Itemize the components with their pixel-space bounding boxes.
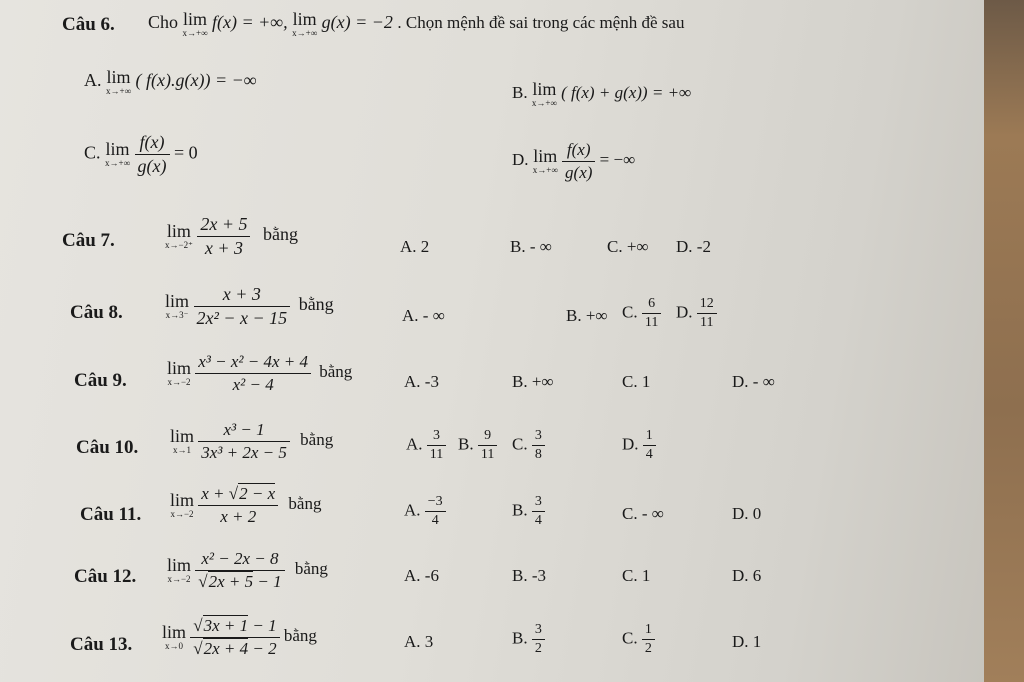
q6-cond2: g(x) = −2 [321,12,393,33]
q6-lim-f: lim x→+∞ [182,9,208,38]
q10-option-b: B. $\frac{9}{11}$ [458,428,497,463]
q9-option-a: A. -3 [404,372,439,391]
q13-option-a: A. 3 [404,632,434,651]
q8-label: Câu 8. [70,302,123,323]
q9-option-c: C. 1 [622,372,651,391]
q11-label: Câu 11. [80,504,142,525]
q13-expression: lim x→0 $\frac{√3x + 1 - 1}{√2x + 4 - 2}$ bằng [162,616,317,658]
q13-option-c: C. $\frac{1}{2}$ [622,622,655,657]
q9-option-d: D. - ∞ [732,372,775,391]
q11-option-b: B. $\frac{3}{4}$ [512,494,545,529]
q8-option-b: B. +∞ [566,306,608,325]
q12-option-b: B. -3 [512,566,546,585]
q10-option-a: A. $\frac{3}{11}$ [406,428,446,463]
q12-option-a: A. -6 [404,566,439,585]
q7-option-b: B. - ∞ [510,237,552,256]
q10-option-c: C. $\frac{3}{8}$ [512,428,545,463]
q8-option-a: A. - ∞ [402,306,445,325]
wooden-background [984,0,1024,682]
q11-option-c: C. - ∞ [622,504,664,523]
q11-option-a: A. $\frac{-3}{4}$ [404,494,446,529]
q6-option-d: D. lim x→+∞ $\frac{f(x)}{g(x)}$ = −∞ [512,140,636,182]
q6-lim-g: lim x→+∞ [292,9,318,38]
q11-expression: lim x→−2 $\frac{x + √2 - x}{x + 2}$ bằng [170,484,322,526]
q6-option-c: C. lim x→+∞ $\frac{f(x)}{g(x)}$ = 0 [84,132,198,176]
q6-option-a: A. lim x→+∞ ( f(x).g(x)) = −∞ [84,67,257,96]
q12-label: Câu 12. [74,566,137,587]
q6-option-b: B. lim x→+∞ ( f(x) + g(x)) = +∞ [512,79,692,108]
q6-prompt: . Chọn mệnh đề sai trong các mệnh đề sau [397,13,685,33]
q8-option-c: C. $\frac{6}{11}$ [622,296,661,331]
q9-option-b: B. +∞ [512,372,554,391]
q7-option-c: C. +∞ [607,237,649,256]
q13-label: Câu 13. [70,634,133,655]
q7-label: Câu 7. [62,230,115,251]
q13-option-d: D. 1 [732,632,762,651]
q10-label: Câu 10. [76,437,139,458]
q7-option-a: A. 2 [400,237,430,256]
q7-option-d: D. -2 [676,237,711,256]
q12-expression: lim x→−2 $\frac{\text{x² − 2x − 8}}{√2x + 5 - 1}$ bằng [167,549,328,591]
q11-option-d: D. 0 [732,504,762,523]
q6-cond1: f(x) = +∞, [212,12,288,33]
q6-intro: Cho [148,12,179,33]
q8-expression: lim x→3⁻ $\frac{x + 3}{\text{2x² − x − 15}}$ bằng [165,284,334,328]
q10-expression: lim x→1 $\frac{\text{x³ − 1}}{\text{3x³ + 2x − 5}}$ bằng [170,420,334,462]
q6-label: Câu 6. [62,14,115,35]
q10-option-d: D. $\frac{1}{4}$ [622,428,656,463]
q7-expression: lim x→−2⁺ $\frac{2x + 5}{x + 3}$ bằng [165,214,298,258]
q6-statement [148,10,684,38]
q13-option-b: B. $\frac{3}{2}$ [512,622,545,657]
q12-option-c: C. 1 [622,566,651,585]
q9-expression: lim x→−2 $\frac{\text{x³ − x² − 4x + 4}}{\text{x² − 4}}$ bằng [167,352,353,394]
q8-option-d: D. $\frac{12}{11}$ [676,296,717,331]
q12-option-d: D. 6 [732,566,762,585]
q9-label: Câu 9. [74,370,127,391]
